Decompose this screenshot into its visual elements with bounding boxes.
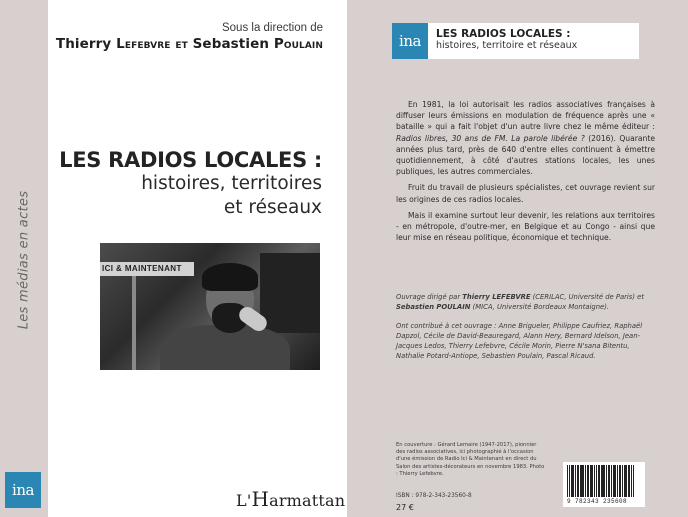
credits: [396, 292, 655, 370]
banner-text: [428, 23, 577, 59]
directed-prefix: Ouvrage dirigé par: [396, 293, 463, 301]
back-banner: [392, 23, 639, 59]
authors: [56, 36, 323, 52]
blurb-paragraph-3: Mais il examine surtout leur devenir, les relations aux territoires - en métropole, d'outre-mer, en Belgique et au Congo - ainsi que leur mise en réseau politique, économique et technique.: [396, 210, 655, 243]
cover-caption: En couverture : Gérard Lemaire (1947-2017), pionnier des radios associatives, ici photographié à l'occasion d'une émission de Radio Ici & Maintenant en direct du Salon des artistes-décorateurs en novembre 1983. Photo : Thierry Lefebvre.: [396, 442, 545, 477]
credit-author-1-affiliation: (CERILAC, Université de Paris) et: [530, 293, 644, 301]
directed-by: [396, 292, 655, 312]
book-title: LES RADIOS LOCALES :: [59, 148, 322, 172]
direction-label: Sous la direction de: [221, 22, 323, 34]
banner-title: LES RADIOS LOCALES :: [436, 28, 571, 40]
blurb-p1-text-a: En 1981, la loi autorisait les radios associatives françaises à diffuser leurs émissions en modulation de fréquence après une « bataille » qui a fait l'objet d'un autre livre chez le même éditeur :: [396, 100, 655, 132]
credit-author-2-affiliation: (MICA, Université Bordeaux Montaigne).: [470, 303, 610, 311]
photo-person-hair: [202, 263, 258, 291]
subtitle-line-2: et réseaux: [223, 197, 322, 218]
barcode: [563, 462, 645, 507]
ina-logo: ina: [5, 472, 41, 508]
book-subtitle: [141, 172, 322, 220]
blurb-paragraph-1: [396, 99, 655, 177]
cover-photo: [100, 243, 320, 370]
credit-author-1: Thierry LEFEBVRE: [462, 293, 531, 301]
series-label: Les médias en actes: [16, 190, 32, 330]
credit-author-2: Sebastien POULAIN: [396, 303, 471, 311]
photo-pole: [132, 276, 136, 370]
publisher-rest: armattan: [269, 491, 346, 510]
publisher-prefix: L': [236, 491, 252, 510]
publisher-initial: H: [251, 487, 270, 511]
price: 27 €: [396, 503, 414, 512]
photo-shelf: [260, 253, 320, 333]
author2-first: Sebastien: [192, 36, 274, 52]
blurb-paragraph-2: Fruit du travail de plusieurs spécialistes, cet ouvrage revient sur les origines de ces radios locales.: [396, 183, 655, 204]
back-cover: [347, 0, 688, 517]
blurb-p1-text-b: (2016). Quarante années plus tard, près de 640 d'entre elles continuent à émettre quotidiennement, à côté d'autres stations locales, les unes publiques, les autres commerciales.: [396, 133, 655, 177]
ina-logo-back: ina: [392, 23, 428, 59]
barcode-bars: [567, 465, 641, 497]
publisher-logo: [236, 487, 345, 511]
subtitle-line-1: histoires, territoires: [141, 173, 322, 194]
authors-conjunction: et: [170, 36, 193, 52]
author1-first: Thierry: [55, 36, 117, 52]
barcode-number: 9 782343 235608: [567, 498, 628, 505]
author2-last: Poulain: [273, 36, 323, 52]
author1-last: Lefebvre: [116, 36, 171, 52]
photo-sign: ICI & MAINTENANT: [100, 262, 194, 276]
blurb-p1-book-ref: Radios libres, 30 ans de FM. La parole libérée ?: [396, 133, 585, 143]
contributors: Ont contribué à cet ouvrage : Anne Brigueler, Philippe Caufriez, Raphaël Dapzol, Cécile de David-Beauregard, Alann Hery, Bernard Idelson, Jean-Jacques Ledos, Thierry Lefebvre, Cécile Morin, Pierre N'sana Bitentu, Nathalie Potard-Antiope, Sebastien Poulain, Pascal Ricaud.: [396, 322, 643, 360]
series-strip: [0, 0, 48, 517]
isbn: ISBN : 978-2-343-23560-8: [396, 493, 472, 499]
back-blurb: [396, 99, 655, 248]
banner-subtitle: histoires, territoire et réseaux: [436, 40, 578, 51]
